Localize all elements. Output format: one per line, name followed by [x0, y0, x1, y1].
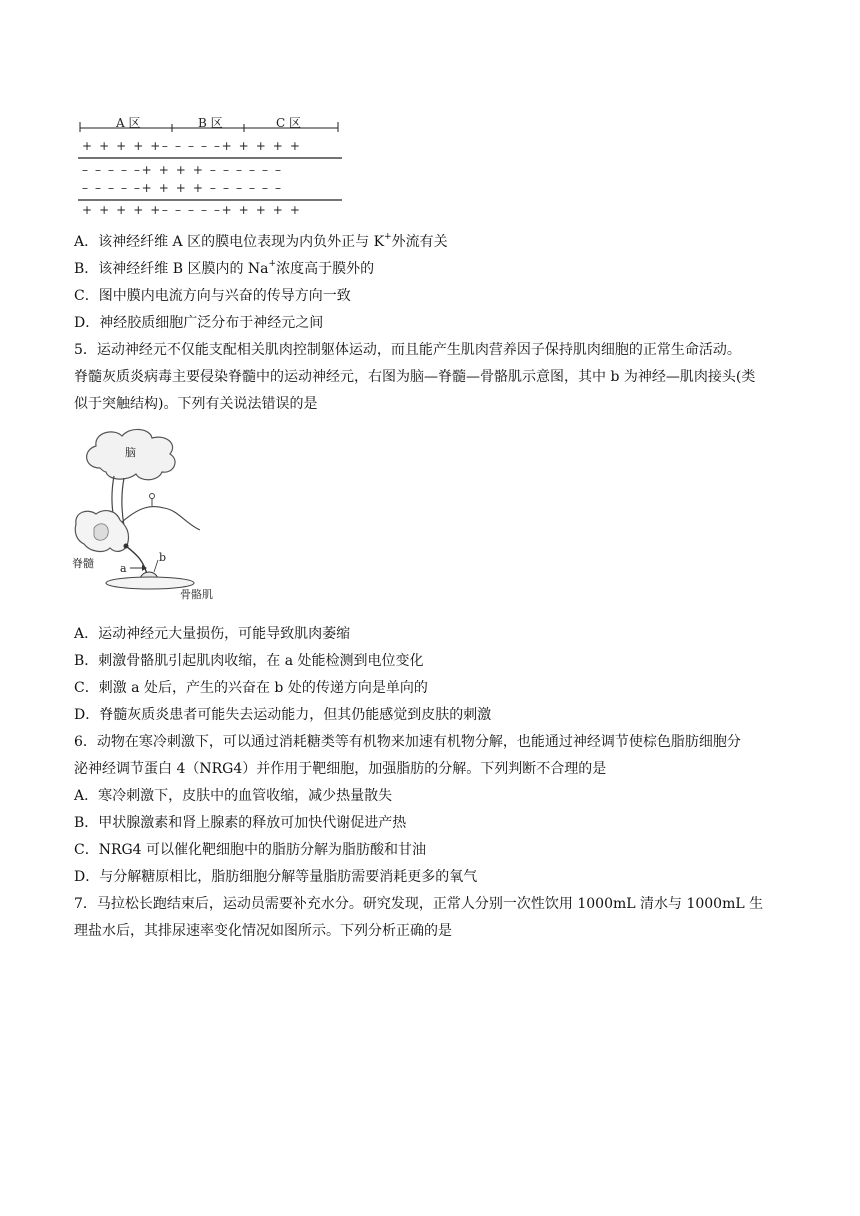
- q5-option-a: A．运动神经元大量损伤，可能导致肌肉萎缩: [74, 626, 351, 642]
- q5-option-b: B．刺激骨骼肌引起肌肉收缩，在 a 处能检测到电位变化: [74, 653, 424, 669]
- q7-stem-line2: 理盐水后，其排尿速率变化情况如图所示。下列分析正确的是: [74, 923, 452, 939]
- q5-stem-line2: 脊髓灰质炎病毒主要侵染脊髓中的运动神经元，右图为脑—脊髓—骨骼肌示意图，其中 b 为神经—肌肉接头(类: [74, 369, 756, 385]
- zone-a-label: A 区: [116, 116, 141, 130]
- q4-option-c: C．图中膜内电流方向与兴奋的传导方向一致: [74, 288, 351, 304]
- spinal-cord-label: 脊髓: [72, 557, 94, 570]
- q5-option-c: C．刺激 a 处后，产生的兴奋在 b 处的传递方向是单向的: [74, 680, 428, 696]
- q6-option-b: B．甲状腺激素和肾上腺素的释放可加快代谢促进产热: [74, 815, 407, 831]
- zone-c-label: C 区: [276, 116, 301, 130]
- label-b: b: [159, 551, 167, 564]
- q5-stem-line1: 5．运动神经元不仅能支配相关肌肉控制躯体运动，而且能产生肌肉营养因子保持肌肉细胞的正常生命活动。: [74, 342, 741, 358]
- q6-stem-line2: 泌神经调节蛋白 4（NRG4）并作用于靶细胞，加强脂肪的分解。下列判断不合理的是: [74, 761, 607, 777]
- brain-label: 脑: [125, 446, 136, 459]
- q4-option-b: B．该神经纤维 B 区膜内的 Na+浓度高于膜外的: [74, 259, 375, 277]
- q4-option-d: D．神经胶质细胞广泛分布于神经元之间: [74, 315, 324, 331]
- skeletal-muscle-label: 骨骼肌: [180, 588, 213, 601]
- q6-stem-line1: 6．动物在寒冷刺激下，可以通过消耗糖类等有机物来加速有机物分解，也能通过神经调节使棕色脂肪细胞分: [74, 734, 741, 750]
- membrane-potential-figure: [74, 112, 346, 220]
- zone-b-label: B 区: [198, 116, 223, 130]
- q7-stem-line1: 7．马拉松长跑结束后，运动员需要补充水分。研究发现，正常人分别一次性饮用 1000mL 清水与 1000mL 生: [74, 896, 764, 912]
- charge-row-inner-bottom: – – – – –+ + + + – – – – – –: [82, 181, 283, 195]
- brain-spine-muscle-figure: [70, 428, 220, 608]
- q6-option-d: D．与分解糖原相比，脂肪细胞分解等量脂肪需要消耗更多的氧气: [74, 869, 478, 885]
- q6-option-c: C．NRG4 可以催化靶细胞中的脂肪分解为脂肪酸和甘油: [74, 842, 427, 858]
- label-a: a: [120, 562, 127, 575]
- q5-stem-line3: 似于突触结构)。下列有关说法错误的是: [74, 396, 318, 412]
- charge-row-outer-top: + + + + +– – – – –+ + + + +: [82, 139, 302, 153]
- q5-option-d: D．脊髓灰质炎患者可能失去运动能力，但其仍能感觉到皮肤的刺激: [74, 707, 492, 723]
- charge-row-outer-bottom: + + + + +– – – – –+ + + + +: [82, 203, 302, 217]
- q4-option-a: A．该神经纤维 A 区的膜电位表现为内负外正与 K+外流有关: [74, 232, 448, 250]
- charge-row-inner-top: – – – – –+ + + + – – – – – –: [82, 163, 283, 177]
- q6-option-a: A．寒冷刺激下，皮肤中的血管收缩，减少热量散失: [74, 788, 393, 804]
